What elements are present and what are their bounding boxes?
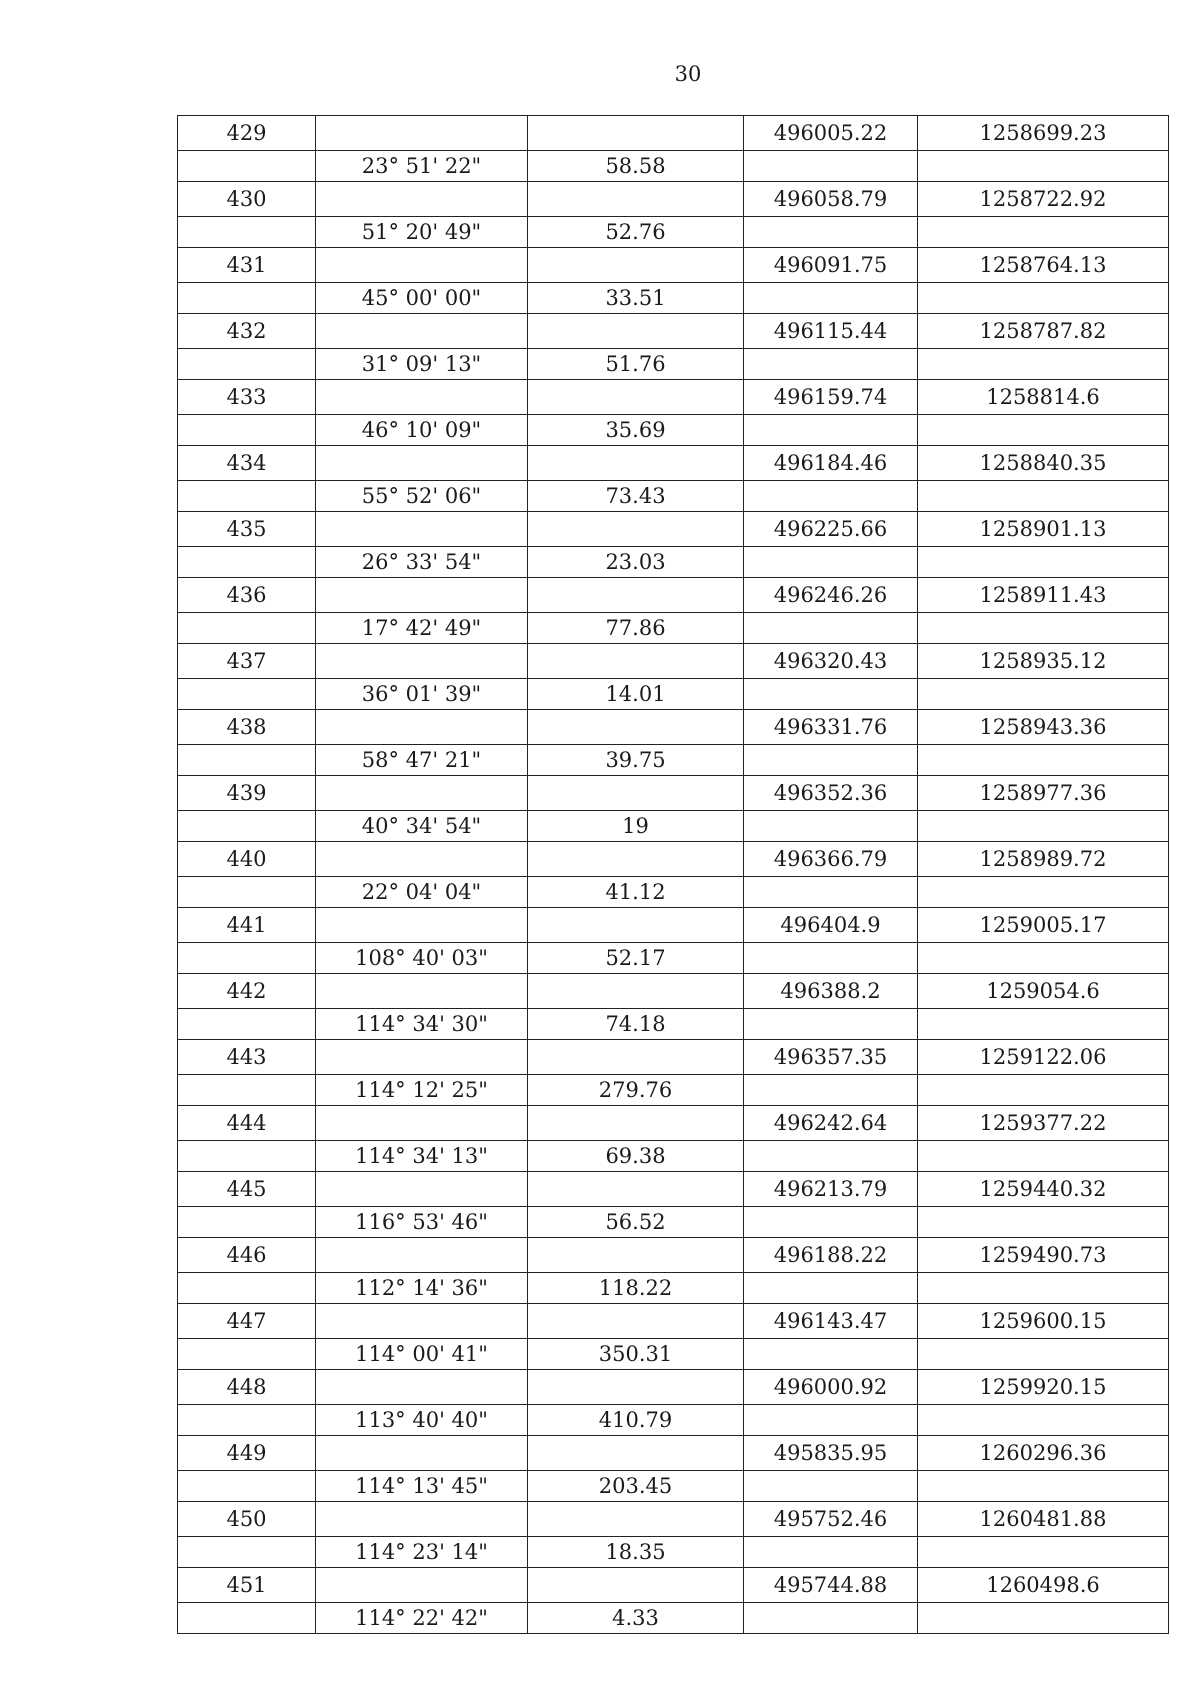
- easting-cell: 1258989.72: [918, 842, 1169, 877]
- point-cell: 450: [178, 1502, 316, 1537]
- point-row: [178, 1040, 1169, 1075]
- bearing-cell: 46° 10' 09": [316, 415, 528, 446]
- northing-cell: [744, 415, 918, 446]
- point-cell: [178, 1603, 316, 1634]
- point-cell: 444: [178, 1106, 316, 1141]
- point-cell: 436: [178, 578, 316, 613]
- point-cell: [178, 679, 316, 710]
- point-cell: 439: [178, 776, 316, 811]
- northing-cell: 496115.44: [744, 314, 918, 349]
- easting-cell: [918, 1273, 1169, 1304]
- distance-cell: 58.58: [528, 151, 744, 182]
- distance-cell: 74.18: [528, 1009, 744, 1040]
- bearing-cell: [316, 1304, 528, 1339]
- bearing-row: [178, 679, 1169, 710]
- point-row: [178, 116, 1169, 151]
- distance-cell: 14.01: [528, 679, 744, 710]
- bearing-cell: 112° 14' 36": [316, 1273, 528, 1304]
- easting-cell: 1259490.73: [918, 1238, 1169, 1273]
- northing-cell: [744, 217, 918, 248]
- easting-cell: [918, 1537, 1169, 1568]
- point-row: [178, 380, 1169, 415]
- distance-cell: 41.12: [528, 877, 744, 908]
- northing-cell: [744, 1009, 918, 1040]
- point-cell: 435: [178, 512, 316, 547]
- bearing-cell: [316, 1238, 528, 1273]
- easting-cell: 1258764.13: [918, 248, 1169, 283]
- bearing-row: [178, 745, 1169, 776]
- distance-cell: 52.76: [528, 217, 744, 248]
- bearing-cell: [316, 1568, 528, 1603]
- bearing-cell: [316, 1370, 528, 1405]
- point-row: [178, 578, 1169, 613]
- bearing-cell: 113° 40' 40": [316, 1405, 528, 1436]
- point-cell: [178, 1471, 316, 1502]
- bearing-cell: [316, 776, 528, 811]
- bearing-cell: [316, 1040, 528, 1075]
- point-row: [178, 182, 1169, 217]
- easting-cell: 1258935.12: [918, 644, 1169, 679]
- bearing-row: [178, 1141, 1169, 1172]
- bearing-row: [178, 547, 1169, 578]
- distance-cell: [528, 776, 744, 811]
- distance-cell: 56.52: [528, 1207, 744, 1238]
- point-row: [178, 1304, 1169, 1339]
- bearing-cell: 114° 34' 13": [316, 1141, 528, 1172]
- northing-cell: [744, 1537, 918, 1568]
- northing-cell: 495752.46: [744, 1502, 918, 1537]
- bearing-cell: 58° 47' 21": [316, 745, 528, 776]
- bearing-cell: [316, 314, 528, 349]
- bearing-cell: [316, 116, 528, 151]
- point-row: [178, 974, 1169, 1009]
- point-row: [178, 1238, 1169, 1273]
- easting-cell: [918, 745, 1169, 776]
- northing-cell: [744, 1141, 918, 1172]
- northing-cell: [744, 1339, 918, 1370]
- easting-cell: 1260296.36: [918, 1436, 1169, 1471]
- northing-cell: [744, 613, 918, 644]
- easting-cell: 1260481.88: [918, 1502, 1169, 1537]
- distance-cell: 203.45: [528, 1471, 744, 1502]
- point-row: [178, 842, 1169, 877]
- point-row: [178, 1568, 1169, 1603]
- bearing-row: [178, 1603, 1169, 1634]
- northing-cell: 496188.22: [744, 1238, 918, 1273]
- point-cell: [178, 283, 316, 314]
- northing-cell: 496058.79: [744, 182, 918, 217]
- distance-cell: [528, 710, 744, 745]
- bearing-cell: 116° 53' 46": [316, 1207, 528, 1238]
- distance-cell: [528, 512, 744, 547]
- bearing-cell: [316, 248, 528, 283]
- easting-cell: [918, 151, 1169, 182]
- distance-cell: 77.86: [528, 613, 744, 644]
- bearing-cell: [316, 1436, 528, 1471]
- point-cell: 451: [178, 1568, 316, 1603]
- easting-cell: [918, 1009, 1169, 1040]
- easting-cell: [918, 613, 1169, 644]
- bearing-cell: 108° 40' 03": [316, 943, 528, 974]
- easting-cell: 1259920.15: [918, 1370, 1169, 1405]
- northing-cell: 495744.88: [744, 1568, 918, 1603]
- bearing-row: [178, 283, 1169, 314]
- point-cell: 443: [178, 1040, 316, 1075]
- northing-cell: [744, 1405, 918, 1436]
- bearing-cell: [316, 1106, 528, 1141]
- point-cell: 449: [178, 1436, 316, 1471]
- northing-cell: [744, 877, 918, 908]
- northing-cell: 496000.92: [744, 1370, 918, 1405]
- point-cell: [178, 481, 316, 512]
- distance-cell: [528, 116, 744, 151]
- point-row: [178, 644, 1169, 679]
- point-cell: [178, 547, 316, 578]
- point-cell: [178, 1141, 316, 1172]
- easting-cell: 1258943.36: [918, 710, 1169, 745]
- northing-cell: [744, 1207, 918, 1238]
- distance-cell: [528, 1436, 744, 1471]
- easting-cell: 1258977.36: [918, 776, 1169, 811]
- distance-cell: [528, 1106, 744, 1141]
- bearing-row: [178, 1537, 1169, 1568]
- northing-cell: 496159.74: [744, 380, 918, 415]
- point-row: [178, 710, 1169, 745]
- point-cell: [178, 877, 316, 908]
- point-cell: 432: [178, 314, 316, 349]
- northing-cell: 496388.2: [744, 974, 918, 1009]
- distance-cell: [528, 1172, 744, 1207]
- easting-cell: [918, 811, 1169, 842]
- northing-cell: [744, 1603, 918, 1634]
- northing-cell: [744, 745, 918, 776]
- northing-cell: [744, 283, 918, 314]
- distance-cell: 350.31: [528, 1339, 744, 1370]
- bearing-row: [178, 1405, 1169, 1436]
- distance-cell: 39.75: [528, 745, 744, 776]
- easting-cell: 1260498.6: [918, 1568, 1169, 1603]
- northing-cell: 496091.75: [744, 248, 918, 283]
- northing-cell: [744, 349, 918, 380]
- northing-cell: [744, 943, 918, 974]
- bearing-cell: [316, 974, 528, 1009]
- northing-cell: [744, 679, 918, 710]
- bearing-cell: 40° 34' 54": [316, 811, 528, 842]
- bearing-cell: [316, 842, 528, 877]
- northing-cell: [744, 481, 918, 512]
- distance-cell: [528, 908, 744, 943]
- distance-cell: [528, 578, 744, 613]
- distance-cell: 4.33: [528, 1603, 744, 1634]
- point-cell: [178, 745, 316, 776]
- bearing-cell: 23° 51' 22": [316, 151, 528, 182]
- distance-cell: 23.03: [528, 547, 744, 578]
- northing-cell: [744, 547, 918, 578]
- bearing-cell: [316, 710, 528, 745]
- bearing-cell: [316, 578, 528, 613]
- distance-cell: 51.76: [528, 349, 744, 380]
- point-cell: [178, 1273, 316, 1304]
- easting-cell: 1259122.06: [918, 1040, 1169, 1075]
- distance-cell: 19: [528, 811, 744, 842]
- point-row: [178, 248, 1169, 283]
- northing-cell: 495835.95: [744, 1436, 918, 1471]
- point-cell: [178, 1207, 316, 1238]
- point-row: [178, 776, 1169, 811]
- bearing-cell: 114° 12' 25": [316, 1075, 528, 1106]
- point-cell: [178, 1075, 316, 1106]
- point-cell: 441: [178, 908, 316, 943]
- bearing-cell: 22° 04' 04": [316, 877, 528, 908]
- point-cell: [178, 943, 316, 974]
- point-cell: 440: [178, 842, 316, 877]
- bearing-cell: 114° 34' 30": [316, 1009, 528, 1040]
- bearing-row: [178, 481, 1169, 512]
- northing-cell: 496246.26: [744, 578, 918, 613]
- distance-cell: 118.22: [528, 1273, 744, 1304]
- page-number: 30: [674, 62, 702, 86]
- bearing-cell: 26° 33' 54": [316, 547, 528, 578]
- distance-cell: [528, 446, 744, 481]
- easting-cell: [918, 1405, 1169, 1436]
- bearing-cell: [316, 446, 528, 481]
- bearing-cell: [316, 644, 528, 679]
- bearing-row: [178, 811, 1169, 842]
- northing-cell: 496242.64: [744, 1106, 918, 1141]
- point-cell: [178, 613, 316, 644]
- bearing-cell: 114° 22' 42": [316, 1603, 528, 1634]
- easting-cell: 1259440.32: [918, 1172, 1169, 1207]
- northing-cell: 496366.79: [744, 842, 918, 877]
- distance-cell: 35.69: [528, 415, 744, 446]
- easting-cell: [918, 481, 1169, 512]
- distance-cell: [528, 974, 744, 1009]
- bearing-row: [178, 1273, 1169, 1304]
- point-cell: 448: [178, 1370, 316, 1405]
- northing-cell: 496005.22: [744, 116, 918, 151]
- northing-cell: [744, 151, 918, 182]
- bearing-row: [178, 877, 1169, 908]
- point-cell: [178, 415, 316, 446]
- easting-cell: [918, 1339, 1169, 1370]
- easting-cell: [918, 547, 1169, 578]
- northing-cell: 496213.79: [744, 1172, 918, 1207]
- point-cell: 445: [178, 1172, 316, 1207]
- distance-cell: 18.35: [528, 1537, 744, 1568]
- easting-cell: 1258699.23: [918, 116, 1169, 151]
- bearing-row: [178, 349, 1169, 380]
- northing-cell: 496225.66: [744, 512, 918, 547]
- distance-cell: [528, 1040, 744, 1075]
- point-row: [178, 1106, 1169, 1141]
- point-cell: [178, 1405, 316, 1436]
- northing-cell: 496352.36: [744, 776, 918, 811]
- northing-cell: [744, 811, 918, 842]
- bearing-row: [178, 217, 1169, 248]
- distance-cell: [528, 1370, 744, 1405]
- point-cell: [178, 1339, 316, 1370]
- bearing-row: [178, 1471, 1169, 1502]
- bearing-row: [178, 151, 1169, 182]
- point-row: [178, 446, 1169, 481]
- point-cell: [178, 349, 316, 380]
- point-cell: 447: [178, 1304, 316, 1339]
- point-row: [178, 1502, 1169, 1537]
- bearing-cell: [316, 1172, 528, 1207]
- easting-cell: 1259600.15: [918, 1304, 1169, 1339]
- easting-cell: [918, 1141, 1169, 1172]
- bearing-cell: 114° 00' 41": [316, 1339, 528, 1370]
- point-cell: 433: [178, 380, 316, 415]
- bearing-cell: [316, 908, 528, 943]
- point-cell: [178, 1009, 316, 1040]
- bearing-row: [178, 1207, 1169, 1238]
- point-cell: 431: [178, 248, 316, 283]
- northing-cell: [744, 1471, 918, 1502]
- easting-cell: 1259054.6: [918, 974, 1169, 1009]
- bearing-row: [178, 613, 1169, 644]
- point-cell: 442: [178, 974, 316, 1009]
- easting-cell: [918, 217, 1169, 248]
- point-row: [178, 1172, 1169, 1207]
- point-cell: [178, 1537, 316, 1568]
- bearing-row: [178, 1075, 1169, 1106]
- point-cell: 430: [178, 182, 316, 217]
- bearing-row: [178, 415, 1169, 446]
- bearing-cell: [316, 182, 528, 217]
- easting-cell: [918, 415, 1169, 446]
- distance-cell: 69.38: [528, 1141, 744, 1172]
- point-row: [178, 1436, 1169, 1471]
- northing-cell: 496143.47: [744, 1304, 918, 1339]
- bearing-cell: 17° 42' 49": [316, 613, 528, 644]
- point-row: [178, 314, 1169, 349]
- point-cell: 446: [178, 1238, 316, 1273]
- distance-cell: [528, 314, 744, 349]
- distance-cell: [528, 644, 744, 679]
- easting-cell: 1258901.13: [918, 512, 1169, 547]
- distance-cell: [528, 1304, 744, 1339]
- easting-cell: 1258840.35: [918, 446, 1169, 481]
- northing-cell: [744, 1273, 918, 1304]
- point-cell: 437: [178, 644, 316, 679]
- bearing-row: [178, 1339, 1169, 1370]
- bearing-cell: 55° 52' 06": [316, 481, 528, 512]
- bearing-cell: 45° 00' 00": [316, 283, 528, 314]
- easting-cell: 1258814.6: [918, 380, 1169, 415]
- bearing-row: [178, 943, 1169, 974]
- easting-cell: [918, 679, 1169, 710]
- bearing-cell: 51° 20' 49": [316, 217, 528, 248]
- easting-cell: 1259005.17: [918, 908, 1169, 943]
- distance-cell: [528, 248, 744, 283]
- table-body: [178, 116, 1169, 1634]
- distance-cell: [528, 1238, 744, 1273]
- northing-cell: 496184.46: [744, 446, 918, 481]
- point-cell: [178, 217, 316, 248]
- bearing-cell: [316, 512, 528, 547]
- easting-cell: 1259377.22: [918, 1106, 1169, 1141]
- distance-cell: 33.51: [528, 283, 744, 314]
- easting-cell: [918, 1471, 1169, 1502]
- easting-cell: [918, 1075, 1169, 1106]
- bearing-cell: 36° 01' 39": [316, 679, 528, 710]
- easting-cell: [918, 1603, 1169, 1634]
- point-cell: [178, 811, 316, 842]
- distance-cell: 52.17: [528, 943, 744, 974]
- distance-cell: 410.79: [528, 1405, 744, 1436]
- northing-cell: 496404.9: [744, 908, 918, 943]
- bearing-cell: 114° 13' 45": [316, 1471, 528, 1502]
- distance-cell: [528, 182, 744, 217]
- distance-cell: [528, 1502, 744, 1537]
- point-cell: 429: [178, 116, 316, 151]
- northing-cell: 496357.35: [744, 1040, 918, 1075]
- survey-coordinates-table: [177, 115, 1169, 1634]
- easting-cell: [918, 349, 1169, 380]
- distance-cell: 279.76: [528, 1075, 744, 1106]
- point-row: [178, 1370, 1169, 1405]
- northing-cell: [744, 1075, 918, 1106]
- bearing-row: [178, 1009, 1169, 1040]
- point-cell: 434: [178, 446, 316, 481]
- northing-cell: 496320.43: [744, 644, 918, 679]
- distance-cell: [528, 1568, 744, 1603]
- bearing-cell: [316, 1502, 528, 1537]
- point-cell: [178, 151, 316, 182]
- easting-cell: 1258911.43: [918, 578, 1169, 613]
- point-row: [178, 908, 1169, 943]
- easting-cell: [918, 1207, 1169, 1238]
- northing-cell: 496331.76: [744, 710, 918, 745]
- bearing-cell: 114° 23' 14": [316, 1537, 528, 1568]
- bearing-cell: 31° 09' 13": [316, 349, 528, 380]
- easting-cell: 1258787.82: [918, 314, 1169, 349]
- easting-cell: [918, 283, 1169, 314]
- point-cell: 438: [178, 710, 316, 745]
- distance-cell: [528, 842, 744, 877]
- easting-cell: [918, 943, 1169, 974]
- bearing-cell: [316, 380, 528, 415]
- point-row: [178, 512, 1169, 547]
- distance-cell: 73.43: [528, 481, 744, 512]
- easting-cell: 1258722.92: [918, 182, 1169, 217]
- distance-cell: [528, 380, 744, 415]
- easting-cell: [918, 877, 1169, 908]
